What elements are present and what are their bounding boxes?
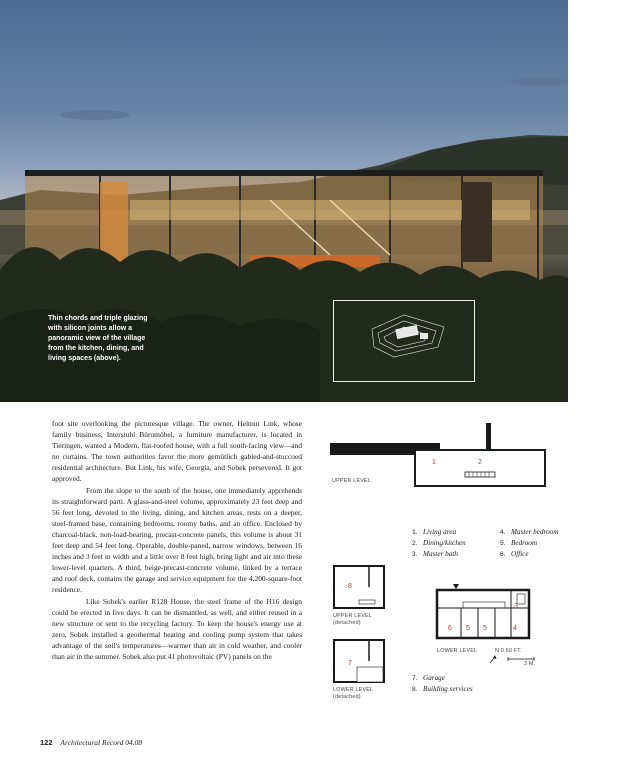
- floor-plans: [330, 420, 600, 720]
- upper-detached-plan: [333, 565, 393, 613]
- room-number: 7: [348, 660, 353, 667]
- room-number: 8: [348, 583, 353, 590]
- lower-level-label: LOWER LEVEL: [437, 648, 478, 654]
- site-plan-illustration: [334, 301, 474, 381]
- page-number: 122: [40, 738, 53, 747]
- legend-column-left: [412, 527, 466, 560]
- legend-item: 6. Office: [500, 550, 529, 558]
- page-footer: [40, 738, 142, 747]
- room-number: 2: [478, 459, 483, 466]
- article-paragraph: From the slope to the south of the house, one immediately apprehends its straightforward parti. A glass-and-steel volume, approximately 23 feet deep and 56 feet long, devoted to the living, dining, and kitchen areas, rests on a deeper, steel-framed base, containing bedrooms, roomy baths, and an office. Enclosed by charcoal-black, non-load-bearing, precast-concrete panels, this volume is about 31 feet deep and 54 feet long. Operable, double-paned, narrow windows, between 16 inches and 3 feet in width and a little over 8 feet high, bring light and air into these lower-level quarters. A third, beige-precast-concrete volume, linked by a terrace and roof deck, contains the garage and service equipment for the 4,200-square-foot residence.: [52, 485, 302, 595]
- lower-detached-plan: [333, 639, 393, 687]
- legend-item: 4. Master bedroom: [500, 528, 559, 536]
- legend-column-right: [500, 527, 558, 560]
- scale-bar-m: 3 M.: [524, 661, 536, 667]
- legend-item: 1. Living area: [412, 528, 457, 536]
- legend-item: 5. Bedroom: [500, 539, 538, 547]
- room-number: 6: [448, 625, 453, 632]
- article-paragraph: Like Sobek's earlier R128 House, the steel frame of the H16 design could be erected in five days. It can be dismantled, as well, and either reused in a new structure or sent to the recycling factory. To keep the house's energy use at zero, Sobek installed a geothermal heating and cooling pump system that takes advantage of the soil's temperatures—warmer than air in cold weather, and cooler than air in the summer. Sobek also put 41 photovoltaic (PV) panels on the: [52, 596, 302, 661]
- legend-item: 3. Master bath: [412, 550, 458, 558]
- legend-item: 7. Garage: [412, 674, 445, 682]
- room-number: 4: [513, 625, 518, 632]
- legend-item: 2. Dining/kitchen: [412, 539, 466, 547]
- room-number: 1: [432, 459, 437, 466]
- magazine-name: Architectural Record 04.08: [60, 738, 143, 747]
- room-number: 5: [466, 625, 471, 632]
- room-number: 5: [483, 625, 488, 632]
- upper-level-label: UPPER LEVEL: [332, 478, 372, 484]
- legend-column-bottom: [412, 673, 473, 695]
- upper-detached-label: UPPER LEVEL (detached): [333, 613, 372, 626]
- site-plan-inset: [333, 300, 475, 382]
- lower-level-plan: [433, 580, 533, 642]
- lower-detached-label: LOWER LEVEL (detached): [333, 687, 374, 700]
- article-body: [52, 418, 302, 662]
- room-number: 3: [514, 603, 519, 610]
- photo-caption: Thin chords and triple glazing with silicon joints allow a panoramic view of the village from the kitchen, dining, and living spaces (above).: [48, 315, 148, 362]
- upper-level-plan: [330, 420, 600, 500]
- legend-item: 8. Building services: [412, 685, 473, 693]
- article-paragraph: foot site overlooking the picturesque village. The owner, Helmut Link, whose family business, Interstuhl Büromöbel, a furniture manufacturer, is located in Tieringen, wanted a Modern, flat-roofed house, with a full south-facing view—and no curtains. The town authorities favor the more gemütlich gabled-and-stuccoed residential architecture. But Link, his wife, Georgia, and Sobek persevered. It got approved.: [52, 419, 302, 484]
- scale-bar-ft: N 0 50 FT.: [495, 648, 522, 654]
